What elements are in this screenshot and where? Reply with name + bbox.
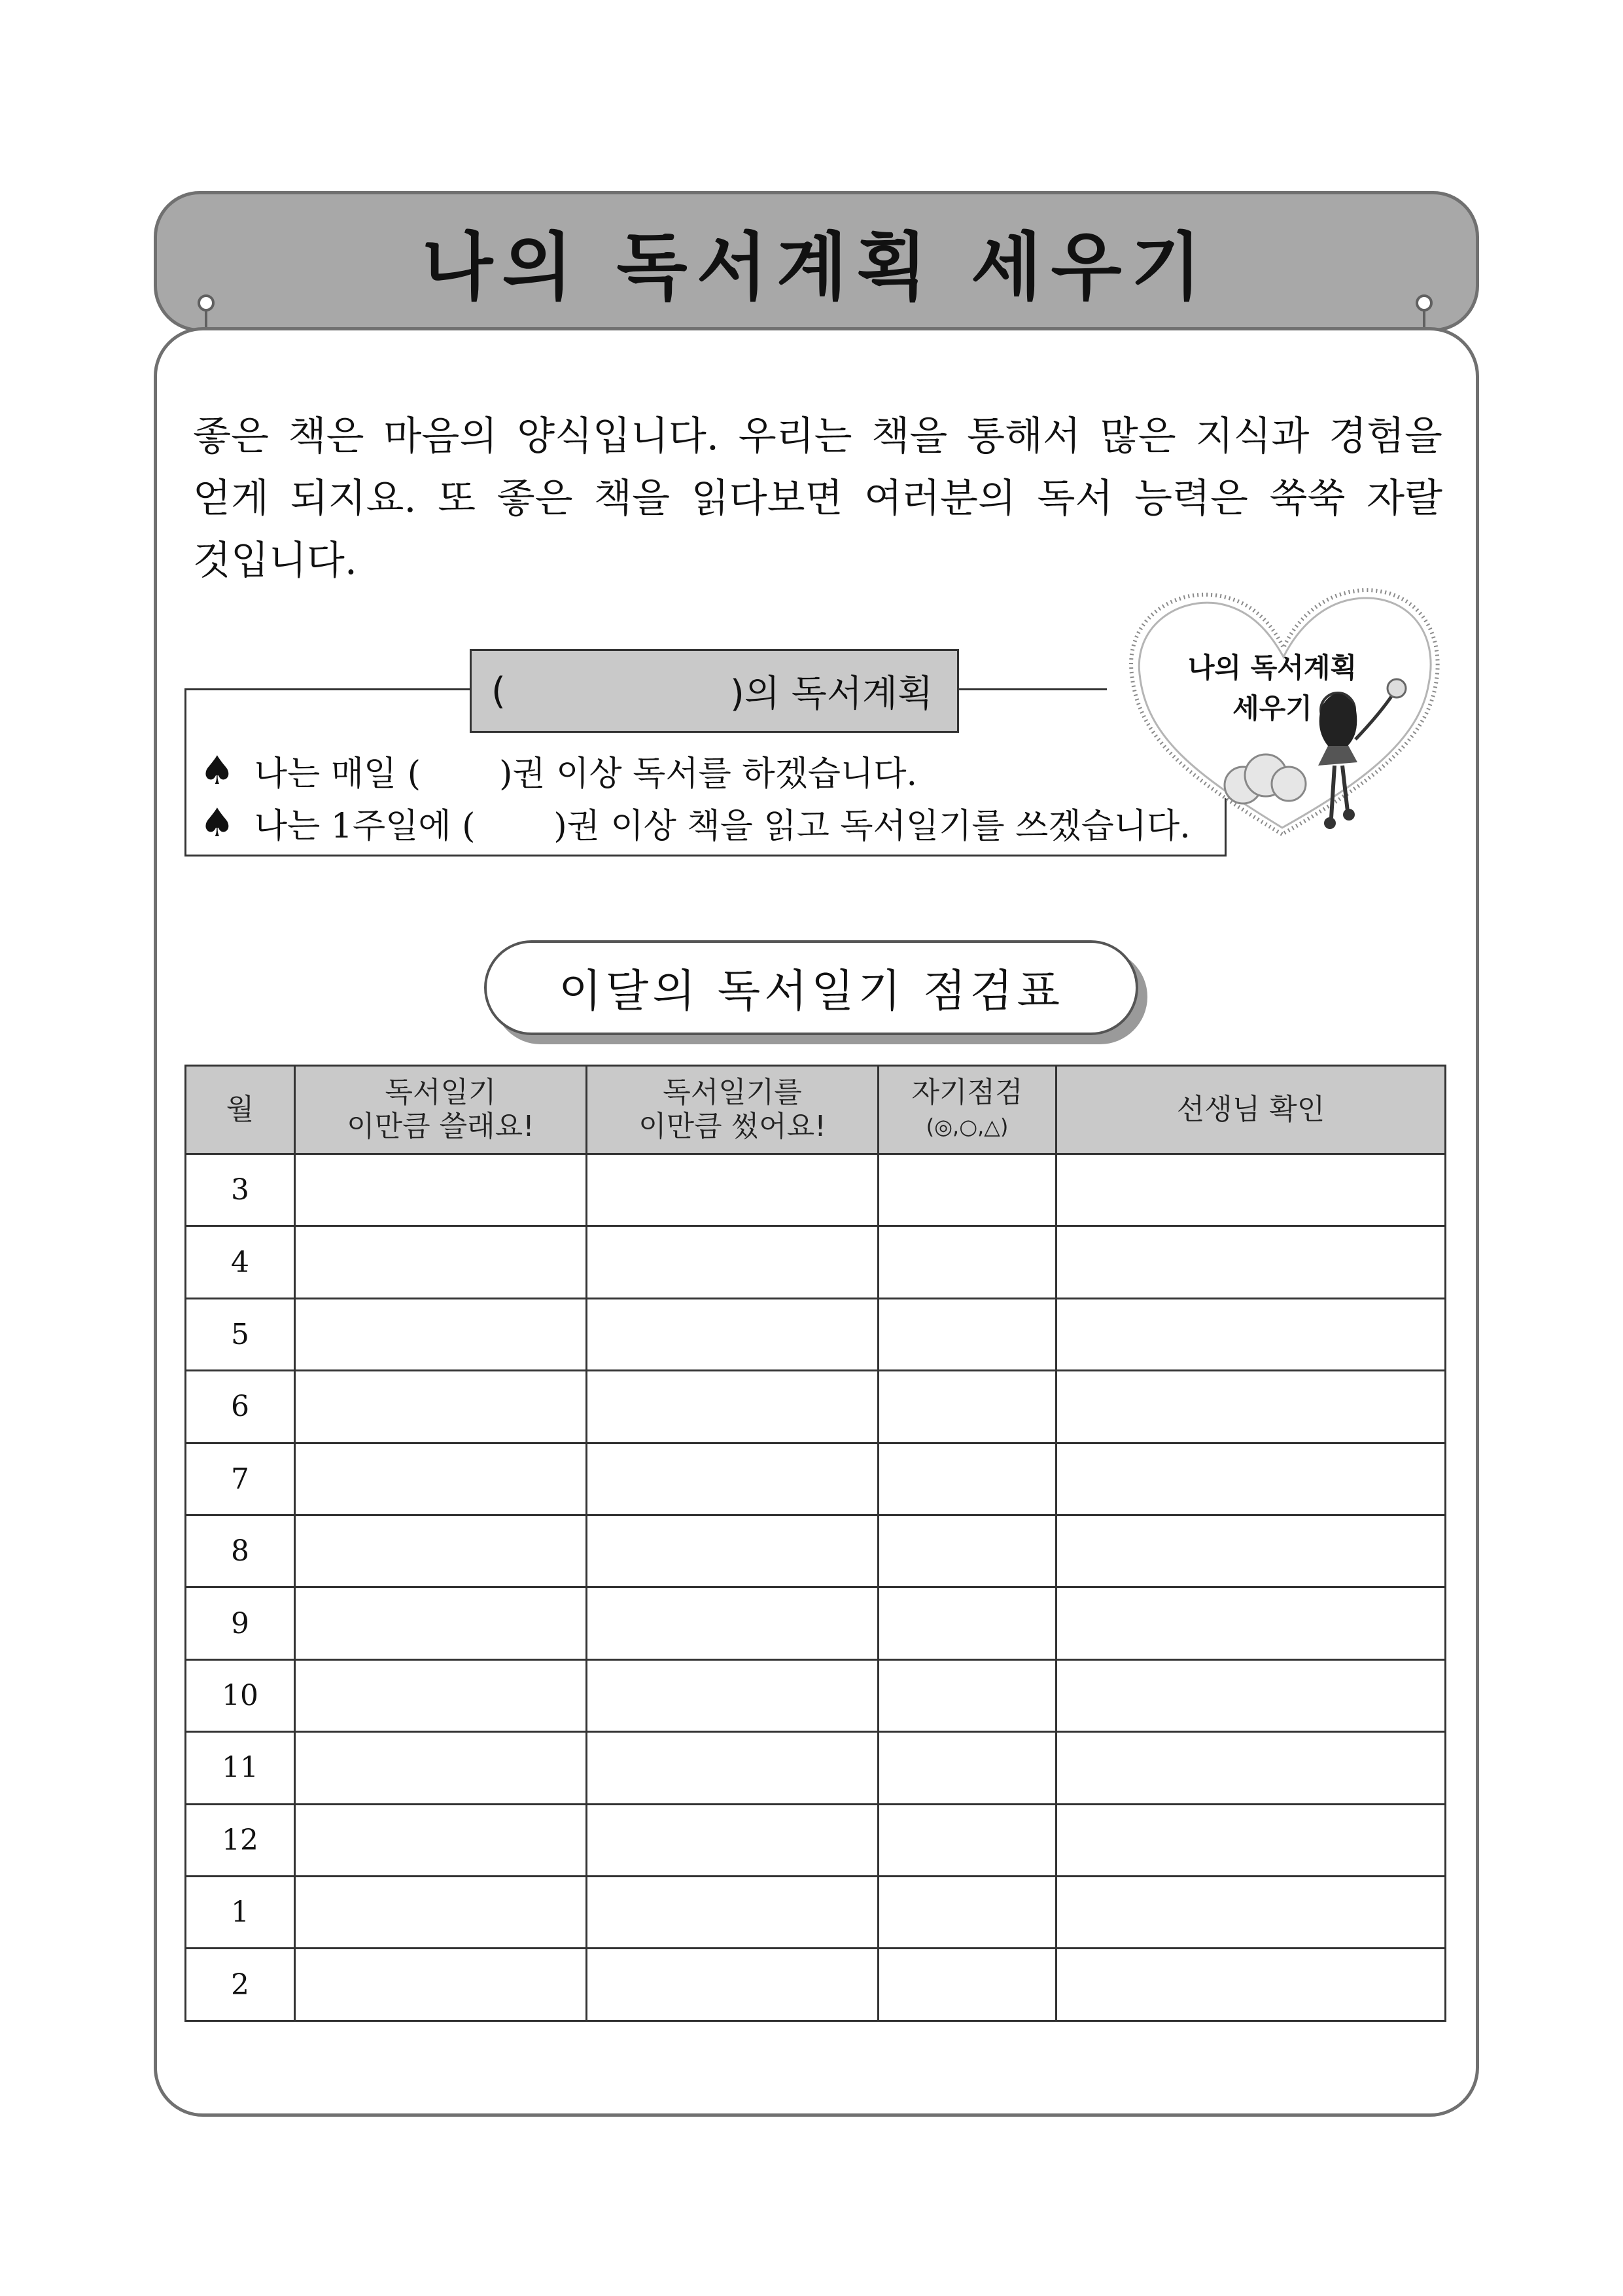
written-cell[interactable] [587,1515,879,1587]
plan-tab-label: )의 독서계획 [730,673,934,715]
written-cell[interactable] [587,1877,879,1949]
planned-cell[interactable] [295,1443,587,1515]
plan-item-weekly [200,798,1191,847]
planned-cell[interactable] [295,1877,587,1949]
table-row [186,1443,1446,1515]
teacher-confirm-cell[interactable] [1056,1226,1446,1298]
month-cell: 6 [186,1371,295,1443]
self-check-cell[interactable] [879,1659,1056,1731]
table-row [186,1949,1446,2021]
planned-cell[interactable] [295,1804,587,1876]
plan-item-text-before: 나는 매일 ( [254,754,421,794]
intro-paragraph: 좋은 책은 마음의 양식입니다. 우리는 책을 통해서 많은 지식과 경험을 얻게 되지요. 또 좋은 책을 읽다보면 여러분의 독서 능력은 쑥쑥 자랄 것입니다. [193,414,1442,584]
teacher-confirm-cell[interactable] [1056,1949,1446,2021]
reading-diary-checklist-table [184,1065,1446,2022]
header-teacher-confirm: 선생님 확인 [1056,1066,1446,1154]
spade-icon: ♠ [200,747,235,794]
page-title: 나의 독서계획 세우기 [422,225,1211,310]
heart-badge-line2: 세우기 [1232,692,1312,724]
header-self-line2: (◎,○,△) [926,1114,1009,1139]
teacher-confirm-cell[interactable] [1056,1877,1446,1949]
month-cell: 10 [186,1659,295,1731]
self-check-cell[interactable] [879,1226,1056,1298]
page-title-banner [154,191,1479,332]
month-cell: 2 [186,1949,295,2021]
table-row [186,1587,1446,1659]
written-cell[interactable] [587,1226,879,1298]
self-check-cell[interactable] [879,1949,1056,2021]
teacher-confirm-cell[interactable] [1056,1443,1446,1515]
teacher-confirm-cell[interactable] [1056,1515,1446,1587]
header-self-line1: 자기점검 [911,1076,1023,1109]
table-row [186,1515,1446,1587]
month-cell: 9 [186,1587,295,1659]
planned-cell[interactable] [295,1371,587,1443]
self-check-cell[interactable] [879,1443,1056,1515]
written-cell[interactable] [587,1443,879,1515]
teacher-confirm-cell[interactable] [1056,1298,1446,1370]
self-check-cell[interactable] [879,1154,1056,1226]
self-check-cell[interactable] [879,1877,1056,1949]
planned-cell[interactable] [295,1732,587,1804]
header-planned-line1: 독서일기 [385,1076,497,1109]
checklist-title: 이달의 독서일기 점검표 [484,940,1138,1035]
table-row [186,1298,1446,1370]
table-row [186,1659,1446,1731]
teacher-confirm-cell[interactable] [1056,1804,1446,1876]
self-check-cell[interactable] [879,1515,1056,1587]
teacher-confirm-cell[interactable] [1056,1371,1446,1443]
self-check-cell[interactable] [879,1371,1056,1443]
plan-rule-left [184,688,472,690]
written-cell[interactable] [587,1804,879,1876]
plan-tab-open-paren: ( [491,669,506,713]
plan-name-field[interactable] [504,658,720,723]
header-written-line2: 이만큼 썼어요! [638,1110,826,1143]
self-check-cell[interactable] [879,1732,1056,1804]
written-cell[interactable] [587,1949,879,2021]
written-cell[interactable] [587,1298,879,1370]
written-cell[interactable] [587,1371,879,1443]
self-check-cell[interactable] [879,1804,1056,1876]
self-check-cell[interactable] [879,1298,1056,1370]
month-cell: 5 [186,1298,295,1370]
header-planned-line2: 이만큼 쓸래요! [347,1110,534,1143]
planned-cell[interactable] [295,1587,587,1659]
self-check-cell[interactable] [879,1587,1056,1659]
month-cell: 7 [186,1443,295,1515]
planned-cell[interactable] [295,1515,587,1587]
header-self-check [879,1066,1056,1154]
planned-cell[interactable] [295,1949,587,2021]
month-cell: 4 [186,1226,295,1298]
month-cell: 11 [186,1732,295,1804]
planned-cell[interactable] [295,1154,587,1226]
planned-cell[interactable] [295,1298,587,1370]
written-cell[interactable] [587,1154,879,1226]
header-written-line1: 독서일기를 [663,1076,802,1109]
month-cell: 3 [186,1154,295,1226]
heart-badge-line1: 나의 독서계획 [1187,652,1357,684]
binder-ring-left [198,294,215,311]
planned-cell[interactable] [295,1659,587,1731]
table-header-row [186,1066,1446,1154]
table-row [186,1154,1446,1226]
binder-ring-right [1416,294,1433,311]
header-month: 월 [186,1066,295,1154]
planned-cell[interactable] [295,1226,587,1298]
header-planned [295,1066,587,1154]
written-cell[interactable] [587,1659,879,1731]
teacher-confirm-cell[interactable] [1056,1587,1446,1659]
table-body [186,1154,1446,2021]
plan-item-text-before: 나는 1주일에 ( [254,807,476,846]
table-row [186,1732,1446,1804]
plan-item-text-after: )권 이상 독서를 하겠습니다. [499,754,918,794]
spade-icon: ♠ [200,800,235,846]
table-row [186,1804,1446,1876]
table-row [186,1877,1446,1949]
month-cell: 8 [186,1515,295,1587]
teacher-confirm-cell[interactable] [1056,1659,1446,1731]
plan-item-daily [200,746,917,795]
table-row [186,1371,1446,1443]
plan-item-text-after: )권 이상 책을 읽고 독서일기를 쓰겠습니다. [553,807,1191,846]
month-cell: 1 [186,1877,295,1949]
teacher-confirm-cell[interactable] [1056,1154,1446,1226]
written-cell[interactable] [587,1732,879,1804]
teacher-confirm-cell[interactable] [1056,1732,1446,1804]
header-written [587,1066,879,1154]
table-row [186,1226,1446,1298]
heart-badge-text [1164,648,1380,729]
plan-rule-right [956,688,1107,690]
month-cell: 12 [186,1804,295,1876]
written-cell[interactable] [587,1587,879,1659]
